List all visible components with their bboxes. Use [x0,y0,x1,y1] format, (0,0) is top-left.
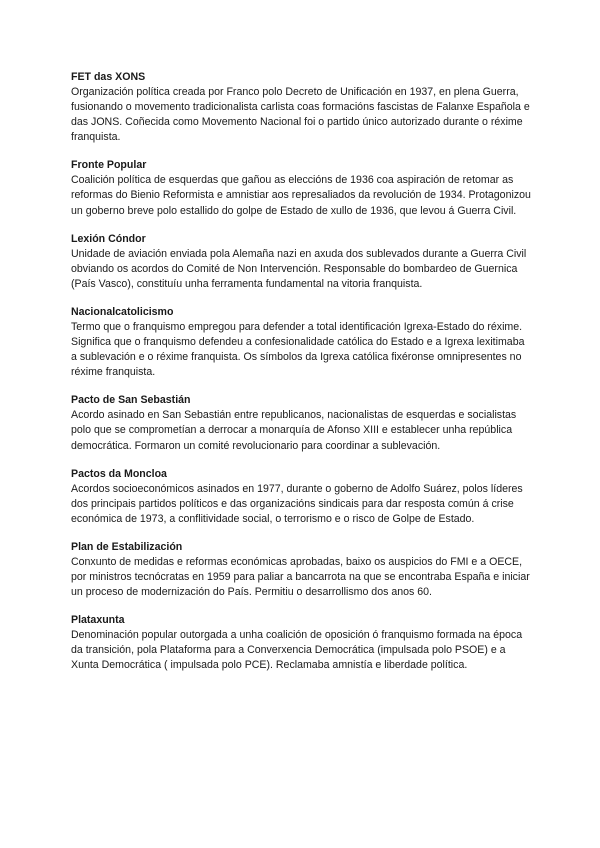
term-definition: Termo que o franquismo empregou para defender a total identificación Igrexa-Estado do réxime. Significa que o franquismo defendeu a confesionalidade católica do Estado e a Igrexa lexitimaba a sublevación e o réxime franquista. Os símbolos da Igrexa católica fixéronse omnipresentes no réxime franquista. [71,320,525,379]
term-definition: Coalición política de esquerdas que gañou as eleccións de 1936 coa aspiración de retomar as reformas do Bienio Reformista e amnistiar aos represaliados da revolución de 1934. Protagonizou un goberno breve polo estallido do golpe de Estado de xullo de 1936, que levou á Guerra Civil. [71,174,531,217]
term-heading: FET das XONS [71,71,146,83]
term-heading: Plataxunta [71,614,125,627]
glossary-entry-nacionalcatolicismo [71,305,533,380]
term-heading: Pactos da Moncloa [71,467,167,480]
term-heading: Nacionalcatolicismo [71,305,174,318]
term-definition: Acordo asinado en San Sebastián entre republicanos, nacionalistas de esquerdas e socialistas polo que se comprometían a derrocar a monarquía de Afonso XIII e establecer unha república democrática. Formaron un comité revolucionario para coordinar a sublevación. [71,409,517,452]
glossary-entry-plataxunta [71,613,533,673]
term-definition: Conxunto de medidas e reformas económicas aprobadas, baixo os auspicios do FMI e a OECE, por ministros tecnócratas en 1959 para paliar a bancarrota na que se encontraba España e iniciar un proceso de modernización do País. Permitiu o desarrollismo dos anos 60. [71,555,530,599]
term-definition: Unidade de aviación enviada pola Alemaña nazi en axuda dos sublevados durante a Guerra Civil obviando os acordos do Comité de Non Intervención. Responsable do bombardeo de Guernica (País Vasco), constituíu unha ferramenta fundamental na vitoria franquista. [71,247,527,290]
term-definition: Acordos socioeconómicos asinados en 1977, durante o goberno de Adolfo Suárez, polos líderes dos principais partidos políticos e das organizacións sindicais para dar resposta común á crise económica de 1973, a conflitividade social, o terrorismo e o risco de Golpe de Estado. [71,482,523,525]
term-definition: Denominación popular outorgada a unha coalición de oposición ó franquismo formada na época da transición, pola Plataforma para a Converxencia Democrática (impulsada polo PSOE) e a Xunta Democrática ( impulsada polo PCE). Reclamaba amnistía e liberdade política. [71,629,523,672]
glossary-entry-lexion-condor [71,232,533,292]
term-heading: Plan de Estabilización [71,540,183,553]
glossary-entry-pactos-da-moncloa [71,467,533,527]
glossary-entry-plan-de-estabilizacion [71,540,533,600]
glossary-page [71,70,533,686]
term-heading: Fronte Popular [71,159,147,172]
glossary-entry-fet-das-xons [71,70,533,145]
term-heading: Pacto de San Sebastián [71,394,191,407]
glossary-entry-fronte-popular [71,158,533,218]
glossary-entry-pacto-de-san-sebastian [71,393,533,453]
term-heading: Lexión Cóndor [71,232,146,245]
term-definition: Organización política creada por Franco polo Decreto de Unificación en 1937, en plena Guerra, fusionando o movemento tradicionalista carlista coas formacións fascistas de Falanxe Española e das JONS. Coñecida como Movemento Nacional foi o partido único autorizado durante o réxime franquista. [71,86,530,144]
